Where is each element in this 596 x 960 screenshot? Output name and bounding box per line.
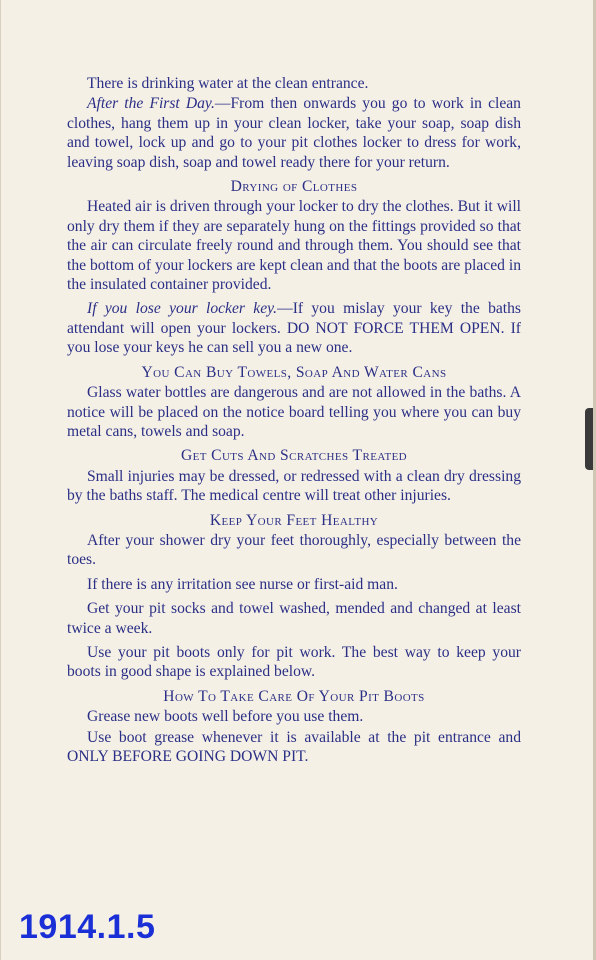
paragraph-irritation: If there is any irritation see nurse or first-aid man. [87, 575, 398, 593]
binding-notch [585, 408, 593, 470]
paragraph-locker-key-text: —If you mislay your key the baths attendant will open your lockers. DO NOT FORCE THEM OPEN. If you lose your keys he can sell you a new one. [67, 300, 521, 357]
paragraph-boot-grease: Use boot grease whenever it is available at the pit entrance and ONLY BEFORE GOING DOWN PIT. [67, 728, 521, 765]
paragraph-socks-towel: Get your pit socks and towel washed, mended and changed at least twice a week. [67, 600, 521, 637]
document-body [67, 74, 521, 771]
heading-cuts-scratches: Get Cuts And Scratches Treated [180, 447, 408, 465]
heading-feet-healthy: Keep Your Feet Healthy [209, 511, 379, 529]
paragraph-injuries: Small injuries may be dressed, or redressed with a clean dry dressing by the baths staff. The medical centre will treat other injuries. [67, 467, 521, 505]
paragraph-pit-boots: Use your pit boots only for pit work. The best way to keep your boots in good shape is explained below. [67, 643, 521, 681]
paragraph-first-day-lead: After the First Day. [87, 95, 215, 113]
paragraph-drinking-water: There is drinking water at the clean entrance. [87, 75, 369, 92]
paragraph-drying: Heated air is driven through your locker to dry the clothes. But it will only dry them if they are separately hung on the fittings provided so that the air can circulate freely round and through them. You should see that the bottom of your lockers are kept clean and that the boots are placed in the insulated container provided. [67, 198, 521, 294]
heading-drying-of-clothes: Drying of Clothes [230, 178, 358, 196]
paragraph-locker-key-lead: If you lose your locker key. [87, 300, 278, 318]
heading-care-of-boots: How To Take Care Of Your Pit Boots [163, 687, 425, 705]
paragraph-grease-new-boots: Grease new boots well before you use them. [87, 708, 364, 726]
paragraph-dry-feet: After your shower dry your feet thoroughly, especially between the toes. [67, 531, 521, 569]
paragraph-locker-key [67, 299, 521, 357]
paragraph-first-day [67, 94, 521, 172]
catalogue-number-label: 1914.1.5 [19, 908, 156, 946]
paragraph-first-day-text: —From then onwards you go to work in clean clothes, hang them up in your clean locker, take your soap, soap dish and towel, lock up and go to your pit clothes locker to dress for work, leaving soap dish, soap and towel ready there for your return. [67, 95, 521, 171]
heading-buy-towels: You Can Buy Towels, Soap And Water Cans [141, 363, 447, 381]
paragraph-water-bottles: Glass water bottles are dangerous and are not allowed in the baths. A notice will be placed on the notice board telling you where you can buy metal cans, towels and soap. [67, 384, 521, 440]
